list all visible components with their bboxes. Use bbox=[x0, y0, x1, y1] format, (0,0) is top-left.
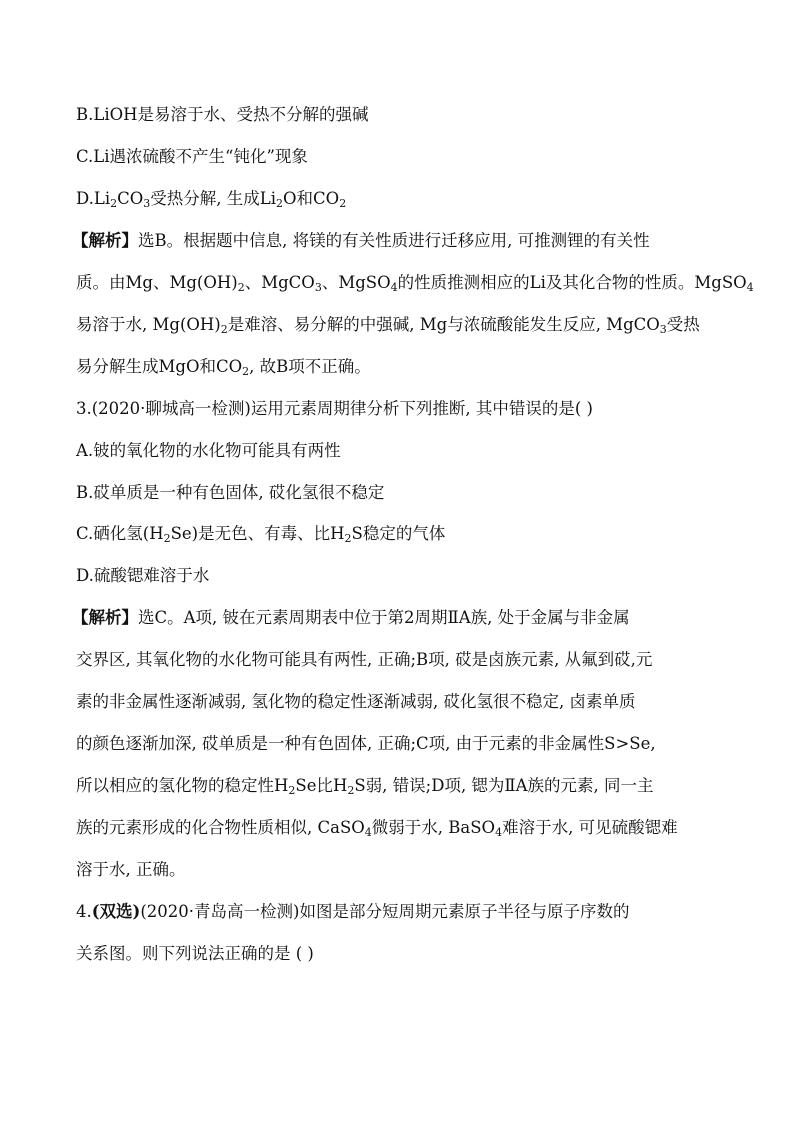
q4-stem-line-1: 4.(双选)(2020·青岛高一检测)如图是部分短周期元素原子半径与原子序数的 bbox=[76, 902, 630, 921]
q3-analysis-line-4: 的颜色逐渐加深, 砹单质是一种有色固体, 正确;C项, 由于元素的非金属性S>Se, bbox=[76, 734, 656, 753]
q3-option-b: B.砹单质是一种有色固体, 砹化氢很不稳定 bbox=[76, 483, 385, 502]
q3-option-a: A.铍的氧化物的水化物可能具有两性 bbox=[76, 441, 341, 460]
q3-stem: 3.(2020·聊城高一检测)运用元素周期律分析下列推断, 其中错误的是( ) bbox=[76, 399, 593, 418]
q2-option-d: $D.Li_2CO_3$受热分解, 生成$Li_2O$和$CO_2$ bbox=[76, 189, 347, 210]
q2-analysis-line-3: 易溶于水, $Mg(OH)_2$是难溶、易分解的中强碱, Mg与浓硫酸能发生反应, MgCO$_3$受热 bbox=[76, 315, 700, 336]
q3-analysis-line-3: 素的非金属性逐渐减弱, 氢化物的稳定性逐渐减弱, 砹化氢很不稳定, 卤素单质 bbox=[76, 692, 636, 711]
q3-option-c: C.硒化氢$(H_2Se)$是无色、有毒、比$H_2S$稳定的气体 bbox=[76, 524, 446, 545]
q3-analysis-line-1: 【解析】选C。A项, 铍在元素周期表中位于第2周期ⅡA族, 处于金属与非金属 bbox=[72, 608, 630, 627]
q3-analysis-line-2: 交界区, 其氧化物的水化物可能具有两性, 正确;B项, 砹是卤族元素, 从氟到砹,元 bbox=[76, 650, 653, 669]
q4-stem-line-2: 关系图。则下列说法正确的是 ( ) bbox=[76, 944, 314, 963]
q2-option-b: B.LiOH是易溶于水、受热不分解的强碱 bbox=[76, 105, 369, 124]
q2-analysis-line-4: 易分解生成MgO和$CO_2$, 故B项不正确。 bbox=[76, 357, 371, 378]
q4-double-choice-tag: (双选) bbox=[91, 902, 141, 921]
analysis-tag: 【解析】 bbox=[72, 231, 138, 250]
q3-analysis-line-7: 溶于水, 正确。 bbox=[76, 860, 186, 879]
q3-analysis-line-6: 族的元素形成的化合物性质相似, CaSO$_4$微弱于水, BaSO$_4$难溶于水, 可见硫酸锶难 bbox=[76, 818, 678, 839]
q3-option-d: D.硫酸锶难溶于水 bbox=[76, 566, 210, 585]
q2-option-c: C.Li遇浓硫酸不产生“钝化”现象 bbox=[76, 147, 308, 166]
q2-analysis-line-2: 质。由Mg、$Mg(OH)_2$、MgCO$_3$、MgSO$_4$的性质推测相应的Li及其化合物的性质。MgSO$_4$ bbox=[76, 273, 754, 294]
analysis-tag: 【解析】 bbox=[72, 608, 138, 627]
q2-analysis-line-1: 【解析】选B。根据题中信息, 将镁的有关性质进行迁移应用, 可推测锂的有关性 bbox=[72, 231, 650, 250]
q3-analysis-line-5: 所以相应的氢化物的稳定性$H_2Se$比$H_2S$弱, 错误;D项, 锶为ⅡA族的元素, 同一主 bbox=[76, 776, 654, 797]
